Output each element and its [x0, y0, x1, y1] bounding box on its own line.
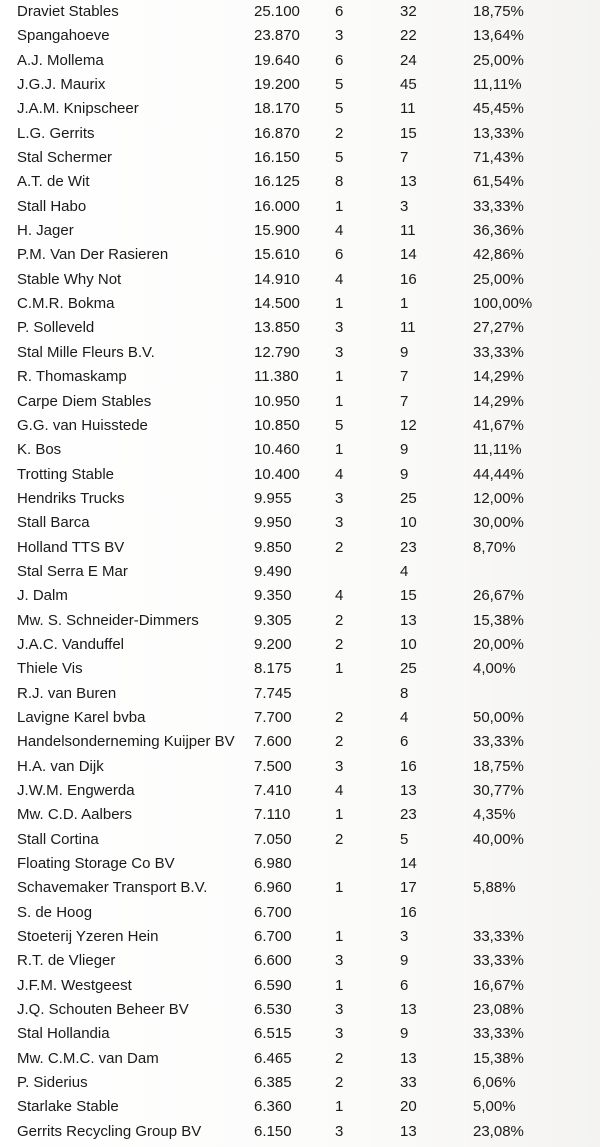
table-row — [0, 122, 600, 146]
owner-name: J. Dalm — [17, 587, 68, 605]
starts-count: 20 — [400, 1098, 417, 1116]
prize-money: 14.910 — [254, 270, 300, 288]
starts-count: 13 — [400, 611, 417, 629]
table-row — [0, 560, 600, 584]
starts-count: 6 — [400, 976, 409, 994]
win-percentage: 61,54% — [473, 173, 524, 191]
table-row — [0, 49, 600, 73]
table-row — [0, 779, 600, 803]
wins-count: 6 — [335, 246, 344, 264]
wins-count: 3 — [335, 757, 344, 775]
starts-count: 15 — [400, 124, 417, 142]
starts-count: 15 — [400, 587, 417, 605]
prize-money: 7.050 — [254, 830, 292, 848]
table-row — [0, 365, 600, 389]
prize-money: 16.150 — [254, 149, 300, 167]
owner-name: R. Thomaskamp — [17, 368, 127, 386]
win-percentage: 4,35% — [473, 806, 516, 824]
table-row — [0, 463, 600, 487]
prize-money: 16.870 — [254, 124, 300, 142]
win-percentage: 6,06% — [473, 1074, 516, 1092]
table-row — [0, 243, 600, 267]
prize-money: 23.870 — [254, 27, 300, 45]
prize-money: 15.610 — [254, 246, 300, 264]
starts-count: 7 — [400, 392, 409, 410]
owner-name: J.Q. Schouten Beheer BV — [17, 1001, 189, 1019]
starts-count: 9 — [400, 343, 409, 361]
prize-money: 9.950 — [254, 514, 292, 532]
wins-count: 1 — [335, 806, 344, 824]
starts-count: 45 — [400, 76, 417, 94]
win-percentage: 33,33% — [473, 928, 524, 946]
wins-count: 1 — [335, 928, 344, 946]
table-row — [0, 755, 600, 779]
table-row — [0, 998, 600, 1022]
prize-money: 6.515 — [254, 1025, 292, 1043]
table-row — [0, 316, 600, 340]
wins-count: 3 — [335, 1122, 344, 1140]
table-row — [0, 1071, 600, 1095]
win-percentage: 4,00% — [473, 660, 516, 678]
starts-count: 10 — [400, 514, 417, 532]
table-row — [0, 390, 600, 414]
win-percentage: 15,38% — [473, 611, 524, 629]
wins-count: 1 — [335, 441, 344, 459]
table-row — [0, 584, 600, 608]
win-percentage: 20,00% — [473, 635, 524, 653]
wins-count: 4 — [335, 782, 344, 799]
starts-count: 9 — [400, 465, 409, 483]
owner-name: Floating Storage Co BV — [17, 855, 175, 873]
table-row — [0, 852, 600, 876]
owner-name: Thiele Vis — [17, 660, 83, 678]
owner-name: J.W.M. Engwerda — [17, 782, 135, 799]
table-row — [0, 170, 600, 194]
table-row — [0, 73, 600, 97]
wins-count: 4 — [335, 587, 344, 605]
wins-count: 3 — [335, 1001, 344, 1019]
table-row — [0, 341, 600, 365]
wins-count: 2 — [335, 1074, 344, 1092]
prize-money: 19.200 — [254, 76, 300, 94]
owner-name: J.A.C. Vanduffel — [17, 635, 125, 653]
starts-count: 33 — [400, 1074, 417, 1092]
prize-money: 15.900 — [254, 222, 300, 240]
prize-money: 10.850 — [254, 416, 300, 434]
owner-name: Starlake Stable — [17, 1098, 119, 1116]
starts-count: 9 — [400, 441, 409, 459]
win-percentage: 12,00% — [473, 489, 524, 507]
starts-count: 22 — [400, 27, 417, 45]
win-percentage: 30,77% — [473, 782, 524, 799]
wins-count: 3 — [335, 1025, 344, 1043]
win-percentage: 45,45% — [473, 100, 524, 118]
win-percentage: 18,75% — [473, 757, 524, 775]
owner-name: P.M. Van Der Rasieren — [17, 246, 169, 264]
table-row — [0, 0, 600, 24]
starts-count: 7 — [400, 368, 409, 386]
win-percentage: 13,64% — [473, 27, 524, 45]
win-percentage: 50,00% — [473, 708, 524, 726]
prize-money: 6.590 — [254, 976, 292, 994]
table-row — [0, 219, 600, 243]
wins-count: 5 — [335, 416, 344, 434]
owner-name: R.T. de Vlieger — [17, 952, 116, 970]
table-row — [0, 1022, 600, 1046]
win-percentage: 33,33% — [473, 1025, 524, 1043]
win-percentage: 30,00% — [473, 514, 524, 532]
wins-count: 2 — [335, 708, 344, 726]
starts-count: 16 — [400, 270, 417, 288]
owner-name: Carpe Diem Stables — [17, 392, 152, 410]
starts-count: 14 — [400, 855, 417, 873]
wins-count: 1 — [335, 368, 344, 386]
table-row — [0, 901, 600, 925]
wins-count: 3 — [335, 952, 344, 970]
starts-count: 11 — [400, 319, 416, 337]
table-row — [0, 949, 600, 973]
owner-name: Spangahoeve — [17, 27, 110, 45]
owner-name: J.A.M. Knipscheer — [17, 100, 139, 118]
owner-name: Stall Barca — [17, 514, 90, 532]
wins-count: 8 — [335, 173, 344, 191]
prize-money: 16.000 — [254, 197, 300, 215]
table-row — [0, 97, 600, 121]
owner-name: Handelsonderneming Kuijper BV — [17, 733, 235, 751]
owner-name: Stall Cortina — [17, 830, 99, 848]
prize-money: 9.350 — [254, 587, 292, 605]
wins-count: 5 — [335, 100, 344, 118]
starts-count: 16 — [400, 757, 417, 775]
owner-name: H. Jager — [17, 222, 74, 240]
win-percentage: 11,11% — [473, 76, 522, 94]
prize-money: 12.790 — [254, 343, 300, 361]
owner-name: H.A. van Dijk — [17, 757, 104, 775]
starts-count: 3 — [400, 928, 409, 946]
win-percentage: 27,27% — [473, 319, 524, 337]
starts-count: 8 — [400, 684, 409, 702]
owner-name: L.G. Gerrits — [17, 124, 95, 142]
table-row — [0, 195, 600, 219]
prize-money: 6.360 — [254, 1098, 292, 1116]
table-row — [0, 24, 600, 48]
owner-name: Stable Why Not — [17, 270, 122, 288]
wins-count: 1 — [335, 197, 344, 215]
prize-money: 9.305 — [254, 611, 292, 629]
starts-count: 25 — [400, 489, 417, 507]
owner-name: P. Siderius — [17, 1074, 88, 1092]
starts-count: 23 — [400, 806, 417, 824]
starts-count: 7 — [400, 149, 409, 167]
win-percentage: 14,29% — [473, 368, 524, 386]
starts-count: 16 — [400, 903, 417, 921]
prize-money: 14.500 — [254, 295, 300, 313]
owner-name: Stal Hollandia — [17, 1025, 110, 1043]
table-row — [0, 974, 600, 998]
starts-count: 24 — [400, 51, 417, 69]
owner-name: G.G. van Huisstede — [17, 416, 148, 434]
starts-count: 9 — [400, 1025, 409, 1043]
prize-money: 6.960 — [254, 879, 292, 897]
starts-count: 4 — [400, 708, 409, 726]
table-row — [0, 682, 600, 706]
starts-count: 13 — [400, 782, 417, 799]
starts-count: 13 — [400, 1001, 417, 1019]
wins-count: 1 — [335, 392, 344, 410]
starts-count: 12 — [400, 416, 417, 434]
win-percentage: 23,08% — [473, 1001, 524, 1019]
owner-name: Stal Schermer — [17, 149, 113, 167]
table-row — [0, 828, 600, 852]
table-row — [0, 876, 600, 900]
win-percentage: 16,67% — [473, 976, 524, 994]
table-row — [0, 438, 600, 462]
owner-name: A.J. Mollema — [17, 51, 104, 69]
win-percentage: 33,33% — [473, 343, 524, 361]
prize-money: 19.640 — [254, 51, 300, 69]
table-row — [0, 511, 600, 535]
prize-money: 16.125 — [254, 173, 300, 191]
win-percentage: 23,08% — [473, 1122, 524, 1140]
owner-name: Stall Habo — [17, 197, 87, 215]
starts-count: 14 — [400, 246, 417, 264]
table-row — [0, 633, 600, 657]
owner-name: Holland TTS BV — [17, 538, 125, 556]
starts-count: 1 — [400, 295, 409, 313]
win-percentage: 33,33% — [473, 952, 524, 970]
owner-name: Stal Mille Fleurs B.V. — [17, 343, 155, 361]
win-percentage: 33,33% — [473, 733, 524, 751]
prize-money: 6.150 — [254, 1122, 292, 1140]
starts-count: 11 — [400, 222, 416, 240]
prize-money: 7.410 — [254, 782, 292, 799]
prize-money: 9.490 — [254, 562, 292, 580]
table-row — [0, 730, 600, 754]
owner-name: Stal Serra E Mar — [17, 562, 128, 580]
prize-money: 7.110 — [254, 806, 291, 824]
win-percentage: 71,43% — [473, 149, 524, 167]
prize-money: 11.380 — [254, 368, 299, 386]
starts-count: 4 — [400, 562, 409, 580]
owner-name: Schavemaker Transport B.V. — [17, 879, 208, 897]
wins-count: 2 — [335, 635, 344, 653]
starts-count: 13 — [400, 1049, 417, 1067]
owner-name: R.J. van Buren — [17, 684, 117, 702]
table-row — [0, 268, 600, 292]
prize-money: 7.700 — [254, 708, 292, 726]
wins-count: 2 — [335, 124, 344, 142]
prize-money: 6.700 — [254, 903, 292, 921]
win-percentage: 13,33% — [473, 124, 524, 142]
starts-count: 5 — [400, 830, 409, 848]
wins-count: 3 — [335, 514, 344, 532]
table-row — [0, 1120, 600, 1144]
starts-count: 11 — [400, 100, 416, 118]
wins-count: 4 — [335, 270, 344, 288]
starts-count: 10 — [400, 635, 417, 653]
table-row — [0, 657, 600, 681]
owner-name: Trotting Stable — [17, 465, 114, 483]
wins-count: 5 — [335, 149, 344, 167]
win-percentage: 18,75% — [473, 3, 524, 20]
wins-count: 3 — [335, 319, 344, 337]
table-row — [0, 414, 600, 438]
table-row — [0, 803, 600, 827]
starts-count: 13 — [400, 173, 417, 191]
wins-count: 4 — [335, 465, 344, 483]
win-percentage: 33,33% — [473, 197, 524, 215]
owner-name: Lavigne Karel bvba — [17, 708, 146, 726]
owner-name: Hendriks Trucks — [17, 489, 125, 507]
wins-count: 1 — [335, 660, 344, 678]
prize-money: 18.170 — [254, 100, 300, 118]
table-row — [0, 487, 600, 511]
prize-money: 9.850 — [254, 538, 292, 556]
win-percentage: 25,00% — [473, 51, 524, 69]
prize-money: 7.500 — [254, 757, 292, 775]
prize-money: 9.955 — [254, 489, 292, 507]
owner-name: K. Bos — [17, 441, 62, 459]
owner-name: A.T. de Wit — [17, 173, 90, 191]
table-row — [0, 609, 600, 633]
prize-money: 6.465 — [254, 1049, 292, 1067]
starts-count: 32 — [400, 3, 417, 20]
wins-count: 3 — [335, 343, 344, 361]
win-percentage: 15,38% — [473, 1049, 524, 1067]
win-percentage: 100,00% — [473, 295, 533, 313]
prize-money: 6.530 — [254, 1001, 292, 1019]
win-percentage: 5,00% — [473, 1098, 516, 1116]
prize-money: 10.950 — [254, 392, 300, 410]
prize-money: 10.400 — [254, 465, 300, 483]
owner-name: C.M.R. Bokma — [17, 295, 115, 313]
wins-count: 3 — [335, 489, 344, 507]
wins-count: 1 — [335, 1098, 344, 1116]
win-percentage: 26,67% — [473, 587, 524, 605]
starts-count: 9 — [400, 952, 409, 970]
win-percentage: 5,88% — [473, 879, 516, 897]
starts-count: 13 — [400, 1122, 417, 1140]
wins-count: 5 — [335, 76, 344, 94]
wins-count: 1 — [335, 976, 344, 994]
wins-count: 6 — [335, 51, 344, 69]
table-row — [0, 1047, 600, 1071]
prize-money: 13.850 — [254, 319, 300, 337]
prize-money: 6.700 — [254, 928, 292, 946]
wins-count: 4 — [335, 222, 344, 240]
win-percentage: 8,70% — [473, 538, 516, 556]
table-row — [0, 706, 600, 730]
starts-count: 6 — [400, 733, 409, 751]
prize-money: 6.980 — [254, 855, 292, 873]
wins-count: 1 — [335, 879, 344, 897]
table-row — [0, 925, 600, 949]
table-row — [0, 146, 600, 170]
wins-count: 6 — [335, 3, 344, 20]
prize-money: 6.600 — [254, 952, 292, 970]
wins-count: 1 — [335, 295, 344, 313]
owner-name: Mw. C.D. Aalbers — [17, 806, 133, 824]
owner-name: Gerrits Recycling Group BV — [17, 1122, 202, 1140]
prize-money: 8.175 — [254, 660, 292, 678]
win-percentage: 36,36% — [473, 222, 524, 240]
wins-count: 2 — [335, 611, 344, 629]
prize-money: 6.385 — [254, 1074, 292, 1092]
owner-name: J.G.J. Maurix — [17, 76, 106, 94]
win-percentage: 14,29% — [473, 392, 524, 410]
prize-money: 7.745 — [254, 684, 292, 702]
owner-name: Draviet Stables — [17, 3, 119, 20]
win-percentage: 41,67% — [473, 416, 524, 434]
owner-name: S. de Hoog — [17, 903, 93, 921]
prize-money: 25.100 — [254, 3, 300, 20]
owner-name: Mw. C.M.C. van Dam — [17, 1049, 159, 1067]
wins-count: 2 — [335, 830, 344, 848]
owner-name: P. Solleveld — [17, 319, 95, 337]
wins-count: 2 — [335, 733, 344, 751]
win-percentage: 11,11% — [473, 441, 522, 459]
win-percentage: 40,00% — [473, 830, 524, 848]
wins-count: 2 — [335, 1049, 344, 1067]
prize-money: 10.460 — [254, 441, 300, 459]
owner-name: Stoeterij Yzeren Hein — [17, 928, 159, 946]
owner-name: Mw. S. Schneider-Dimmers — [17, 611, 199, 629]
table-row — [0, 292, 600, 316]
table-row — [0, 1095, 600, 1119]
owner-name: J.F.M. Westgeest — [17, 976, 132, 994]
wins-count: 3 — [335, 27, 344, 45]
win-percentage: 44,44% — [473, 465, 524, 483]
win-percentage: 25,00% — [473, 270, 524, 288]
prize-money: 9.200 — [254, 635, 292, 653]
prize-money: 7.600 — [254, 733, 292, 751]
table-row — [0, 536, 600, 560]
win-percentage: 42,86% — [473, 246, 524, 264]
starts-count: 23 — [400, 538, 417, 556]
starts-count: 3 — [400, 197, 409, 215]
starts-count: 17 — [400, 879, 417, 897]
starts-count: 25 — [400, 660, 417, 678]
wins-count: 2 — [335, 538, 344, 556]
